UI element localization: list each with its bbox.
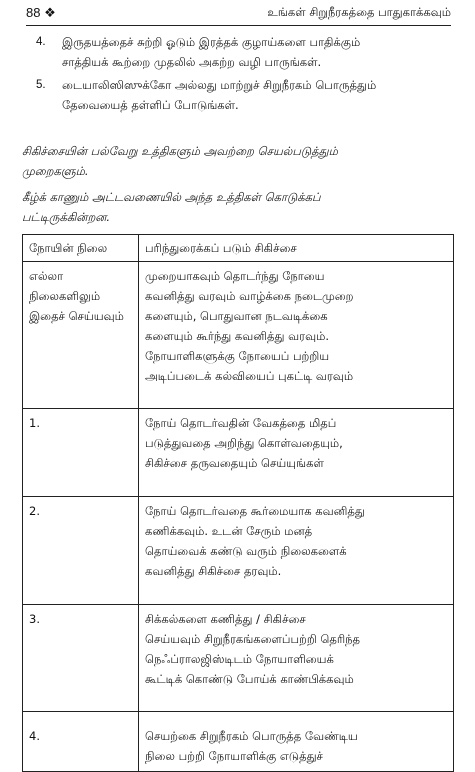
- list-item-number: 5.: [36, 79, 46, 91]
- cell-line: சிக்கல்களை கணித்து / சிகிச்சை: [145, 612, 306, 626]
- treatment-cell: [139, 409, 454, 497]
- cell-line: 3.: [29, 612, 40, 626]
- cell-line: களையும் கூர்ந்து கவனித்து வரவும்.: [145, 329, 330, 343]
- list-item-line: இருதயத்தைச் சுற்றி ஓடும் இரத்தக் குழாய்களை பாதிக்கும்: [62, 35, 361, 49]
- cell-line: முறையாகவும் தொடர்ந்து நோயை: [145, 269, 325, 283]
- treatment-table: [22, 234, 454, 772]
- stage-cell: [23, 262, 139, 409]
- table-row: [23, 262, 454, 409]
- cell-line: நோயாளிகளுக்கு நோயைப் பற்றிய: [145, 349, 330, 363]
- numbered-list: [36, 32, 456, 118]
- treatment-cell: [139, 262, 454, 409]
- cell-line: செயற்கை சிறுநீரகம் பொருத்த வேண்டிய: [145, 729, 358, 743]
- cell-line: களையும், பொதுவான நடவடிக்கை: [145, 309, 328, 323]
- cell-line: 1.: [29, 416, 40, 430]
- treatment-cell: [139, 605, 454, 712]
- page-number: [26, 5, 56, 21]
- cell-line: நோய் தொடர்வதின் வேகத்தை மிதப்: [145, 416, 337, 430]
- stage-cell: [23, 712, 139, 772]
- ornament-icon: ❖: [44, 5, 56, 20]
- list-item: [36, 75, 456, 115]
- list-item-number: 4.: [36, 36, 46, 48]
- page-header: [26, 4, 451, 26]
- body-paragraph: [22, 141, 452, 181]
- cell-line: இதைச் செய்யவும்: [29, 309, 124, 323]
- cell-line: தொய்வைக் கண்டு வரும் நிலைகளைக்: [145, 544, 347, 558]
- column-header-stage: நோயின் நிலை: [23, 235, 139, 262]
- stage-cell: [23, 409, 139, 497]
- paragraph-line: கீழ்க் காணும் அட்டவணையில் அந்த உத்திகள் கொடுக்கப்: [22, 190, 321, 204]
- cell-line: சிகிச்சை தருவதையும் செய்யுங்கள்: [145, 456, 324, 470]
- column-header-treatment: பரிந்துரைக்கப் படும் சிகிச்சை: [139, 235, 454, 262]
- paragraph-line: பட்டிருக்கின்றன.: [22, 210, 111, 224]
- stage-cell: [23, 497, 139, 605]
- table-header-row: [23, 235, 454, 262]
- cell-line: நிலைகளிலும்: [29, 289, 101, 303]
- stage-cell: [23, 605, 139, 712]
- paragraph-line: முறைகளும்.: [22, 164, 89, 178]
- cell-line: படுத்துவதை அறிந்து கொள்வதையும்,: [145, 436, 343, 450]
- list-item: [36, 32, 456, 72]
- cell-line: கவனித்து சிகிச்சை தரவும்.: [145, 564, 282, 578]
- list-item-line: சாத்தியக் கூற்றை முதலில் அகற்ற வழி பாருங்கள்.: [62, 55, 322, 69]
- table-row: [23, 605, 454, 712]
- cell-line: நோய் தொடர்வதை கூர்மையாக கவனித்து: [145, 504, 365, 518]
- cell-line: செய்யவும் சிறுநீரகங்களைப்பற்றி தெரிந்த: [145, 632, 361, 646]
- cell-line: கவனித்து வரவும் வாழ்க்கை நடைமுறை: [145, 289, 354, 303]
- cell-line: அடிப்படைக் கல்வியைப் புகட்டி வரவும்: [145, 369, 354, 383]
- body-paragraph: [22, 187, 452, 227]
- cell-line: 2.: [29, 504, 40, 518]
- list-item-line: டையாலிஸிஸுக்கோ அல்லது மாற்றுச் சிறுநீரகம் பொருத்தும்: [62, 78, 377, 92]
- table-row: [23, 409, 454, 497]
- cell-line: 4.: [29, 729, 40, 743]
- cell-line: எல்லா: [29, 269, 64, 283]
- cell-line: கணிக்கவும். உடன் சேரும் மனத்: [145, 524, 313, 538]
- paragraph-line: சிகிச்சையின் பல்வேறு உத்திகளும் அவற்றை செயல்படுத்தும்: [22, 144, 338, 158]
- table-row: [23, 712, 454, 772]
- table-row: [23, 497, 454, 605]
- list-item-line: தேவையைத் தள்ளிப் போடுங்கள்.: [62, 98, 239, 112]
- header-divider: [26, 25, 451, 26]
- treatment-cell: [139, 497, 454, 605]
- running-title: உங்கள் சிறுநீரகத்தை பாதுகாக்கவும்: [267, 5, 451, 19]
- cell-line: நிலை பற்றி நோயாளிக்கு எடுத்துச்: [145, 749, 323, 763]
- cell-line: கூட்டிக் கொண்டு போய்க் காண்பிக்கவும்: [145, 672, 354, 686]
- treatment-cell: [139, 712, 454, 772]
- cell-line: நெஃப்ராலஜிஸ்டிடம் நோயாளியைக்: [145, 652, 334, 666]
- page-number-text: 88: [26, 5, 41, 20]
